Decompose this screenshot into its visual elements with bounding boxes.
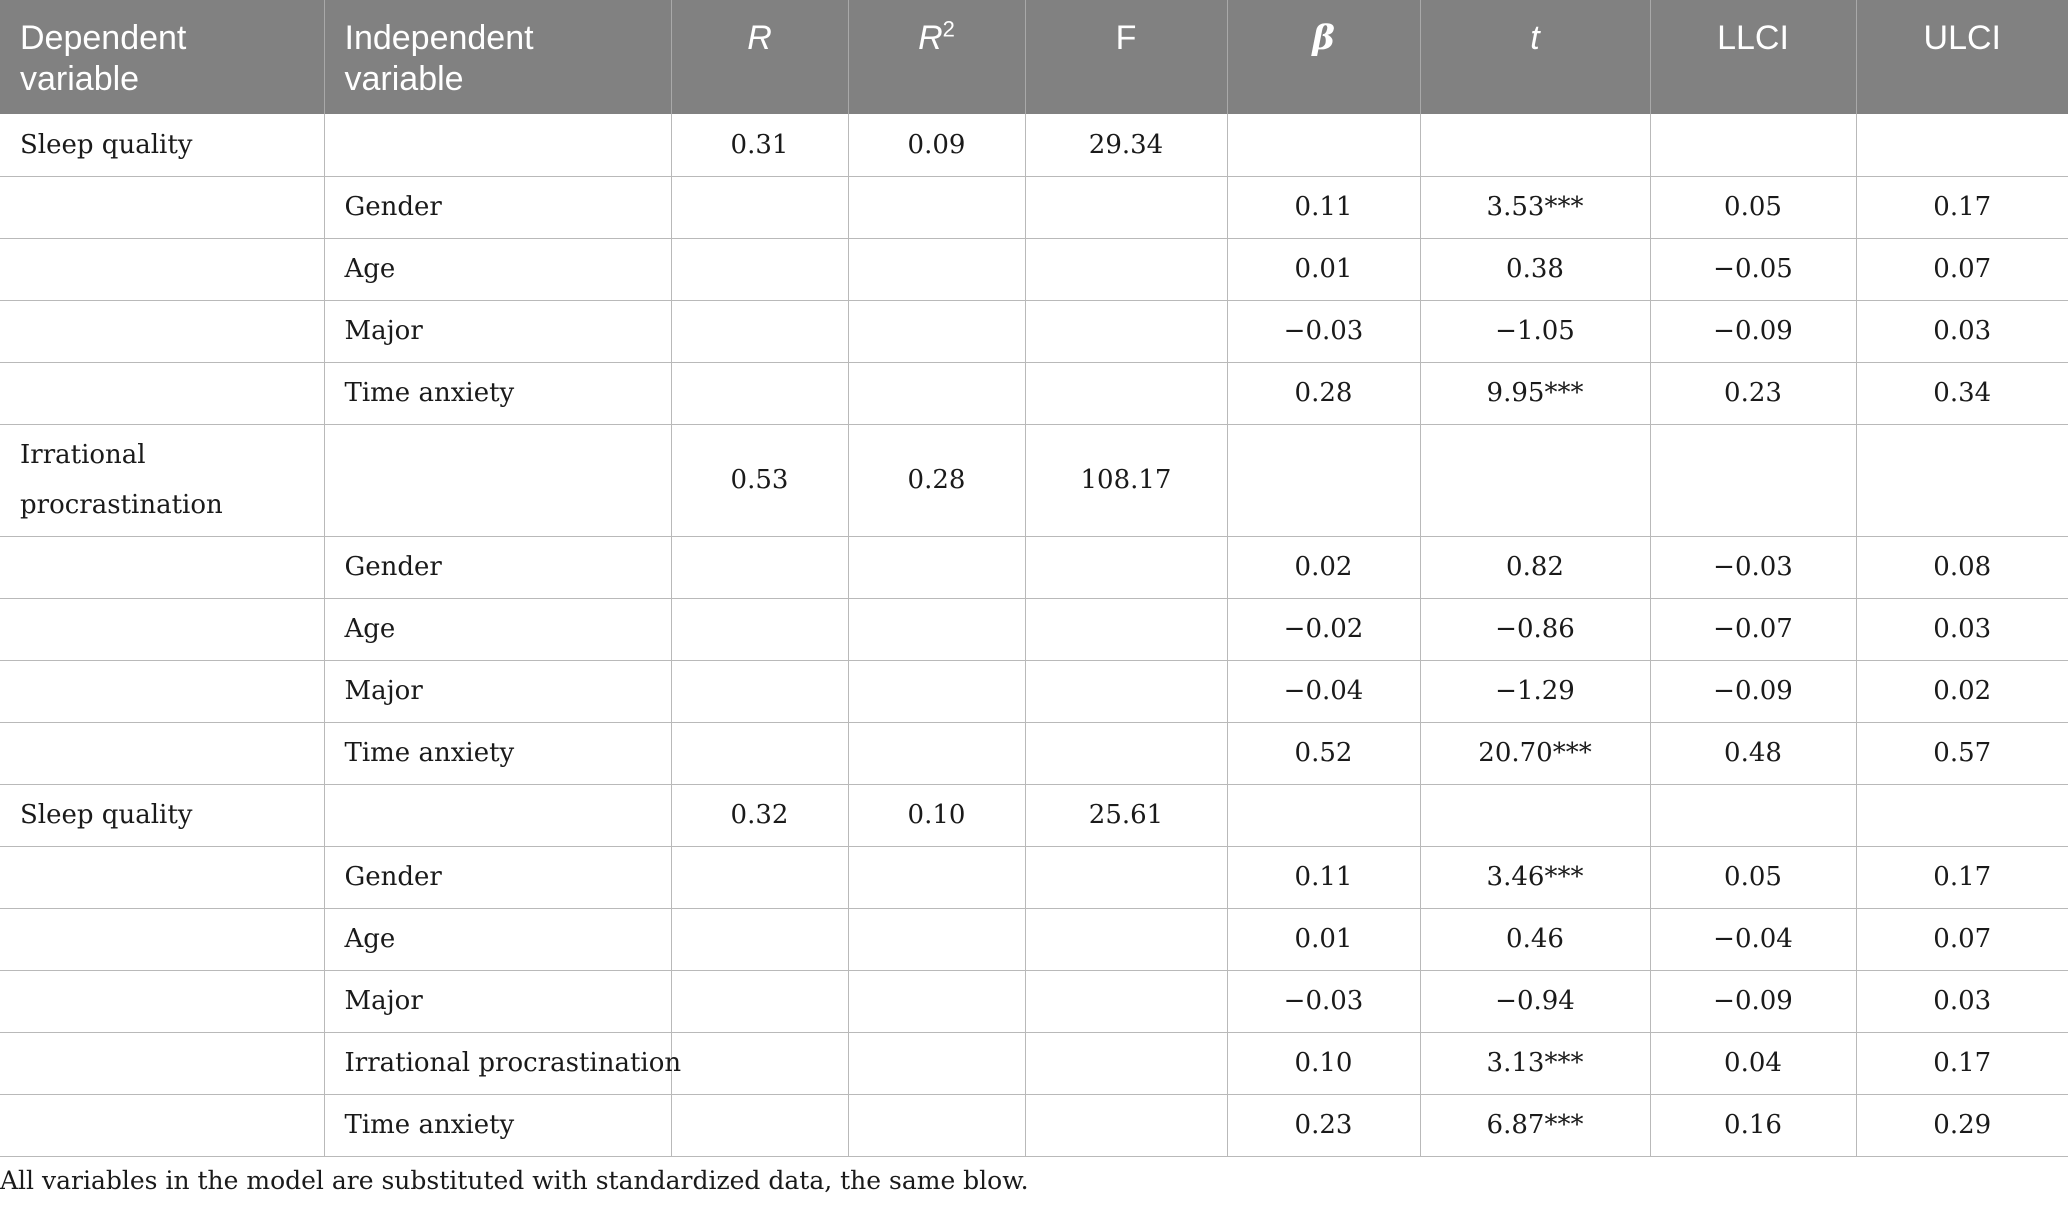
header-r2-base: R — [918, 19, 943, 57]
ulci-cell: 0.03 — [1856, 300, 2068, 362]
independent-variable-cell: Time anxiety — [324, 1094, 671, 1156]
ulci-cell — [1856, 114, 2068, 176]
beta-cell — [1227, 114, 1420, 176]
r-squared-cell — [848, 846, 1025, 908]
dependent-variable-cell — [0, 238, 324, 300]
llci-cell: 0.48 — [1650, 722, 1856, 784]
f-cell — [1025, 908, 1227, 970]
ulci-cell: 0.29 — [1856, 1094, 2068, 1156]
beta-cell: 0.01 — [1227, 908, 1420, 970]
beta-cell — [1227, 784, 1420, 846]
beta-cell: 0.11 — [1227, 846, 1420, 908]
table-row — [0, 424, 2068, 536]
dependent-variable-cell — [0, 176, 324, 238]
ulci-cell: 0.03 — [1856, 598, 2068, 660]
beta-cell: −0.03 — [1227, 970, 1420, 1032]
table-row — [0, 238, 2068, 300]
table-row — [0, 908, 2068, 970]
header-f: F — [1025, 0, 1227, 114]
header-t-text: t — [1530, 19, 1540, 57]
ulci-cell: 0.07 — [1856, 238, 2068, 300]
r-squared-cell — [848, 300, 1025, 362]
r-cell — [671, 1094, 848, 1156]
r-cell — [671, 536, 848, 598]
dependent-variable-cell — [0, 846, 324, 908]
r-cell — [671, 598, 848, 660]
beta-cell — [1227, 424, 1420, 536]
f-cell — [1025, 660, 1227, 722]
dependent-variable-cell — [0, 598, 324, 660]
dependent-variable-cell — [0, 536, 324, 598]
table-row — [0, 970, 2068, 1032]
t-cell — [1420, 424, 1650, 536]
beta-cell: −0.02 — [1227, 598, 1420, 660]
r-squared-cell — [848, 908, 1025, 970]
t-cell: 0.38 — [1420, 238, 1650, 300]
independent-variable-cell: Age — [324, 238, 671, 300]
independent-variable-cell: Age — [324, 908, 671, 970]
table-row — [0, 1032, 2068, 1094]
t-cell: 0.82 — [1420, 536, 1650, 598]
r-squared-cell — [848, 598, 1025, 660]
r-squared-cell — [848, 1094, 1025, 1156]
f-cell — [1025, 536, 1227, 598]
llci-cell: 0.05 — [1650, 176, 1856, 238]
dependent-variable-cell: Sleep quality — [0, 114, 324, 176]
f-cell: 29.34 — [1025, 114, 1227, 176]
beta-cell: 0.23 — [1227, 1094, 1420, 1156]
beta-cell: 0.01 — [1227, 238, 1420, 300]
t-cell: −0.94 — [1420, 970, 1650, 1032]
r-cell — [671, 722, 848, 784]
r-cell — [671, 238, 848, 300]
llci-cell: 0.04 — [1650, 1032, 1856, 1094]
table-row — [0, 536, 2068, 598]
ulci-cell: 0.17 — [1856, 1032, 2068, 1094]
llci-cell: 0.16 — [1650, 1094, 1856, 1156]
r-squared-cell: 0.09 — [848, 114, 1025, 176]
r-squared-cell — [848, 970, 1025, 1032]
dependent-variable-cell: Irrational procrastination — [0, 424, 324, 536]
table-row — [0, 176, 2068, 238]
ulci-cell: 0.03 — [1856, 970, 2068, 1032]
r-cell: 0.32 — [671, 784, 848, 846]
header-ulci: ULCI — [1856, 0, 2068, 114]
beta-cell: 0.52 — [1227, 722, 1420, 784]
llci-cell: 0.05 — [1650, 846, 1856, 908]
f-cell — [1025, 1032, 1227, 1094]
dependent-variable-cell: Sleep quality — [0, 784, 324, 846]
t-cell: −1.05 — [1420, 300, 1650, 362]
dependent-variable-cell — [0, 300, 324, 362]
r-cell — [671, 660, 848, 722]
table-body — [0, 114, 2068, 1156]
r-cell — [671, 846, 848, 908]
table-row — [0, 362, 2068, 424]
t-cell — [1420, 114, 1650, 176]
f-cell — [1025, 846, 1227, 908]
r-cell — [671, 176, 848, 238]
table-row — [0, 300, 2068, 362]
t-cell: 0.46 — [1420, 908, 1650, 970]
t-cell: −0.86 — [1420, 598, 1650, 660]
ulci-cell: 0.34 — [1856, 362, 2068, 424]
dependent-variable-cell — [0, 660, 324, 722]
t-cell: −1.29 — [1420, 660, 1650, 722]
independent-variable-cell — [324, 114, 671, 176]
r-squared-cell — [848, 722, 1025, 784]
header-r — [671, 0, 848, 114]
llci-cell: −0.05 — [1650, 238, 1856, 300]
header-r2-sup: 2 — [942, 16, 955, 42]
f-cell — [1025, 238, 1227, 300]
f-cell — [1025, 598, 1227, 660]
r-cell — [671, 1032, 848, 1094]
table-footnote: All variables in the model are substituted with standardized data, the same blow. — [0, 1166, 1029, 1195]
llci-cell: −0.09 — [1650, 970, 1856, 1032]
r-cell — [671, 300, 848, 362]
table-row — [0, 1094, 2068, 1156]
t-cell: 20.70*** — [1420, 722, 1650, 784]
table-row — [0, 722, 2068, 784]
llci-cell: −0.04 — [1650, 908, 1856, 970]
r-cell: 0.31 — [671, 114, 848, 176]
llci-cell: −0.09 — [1650, 300, 1856, 362]
ulci-cell: 0.02 — [1856, 660, 2068, 722]
f-cell — [1025, 362, 1227, 424]
r-squared-cell: 0.10 — [848, 784, 1025, 846]
t-cell: 3.46*** — [1420, 846, 1650, 908]
f-cell: 25.61 — [1025, 784, 1227, 846]
t-cell: 3.13*** — [1420, 1032, 1650, 1094]
independent-variable-cell: Major — [324, 300, 671, 362]
table-row — [0, 114, 2068, 176]
table-row — [0, 598, 2068, 660]
llci-cell — [1650, 784, 1856, 846]
r-squared-cell — [848, 176, 1025, 238]
ulci-cell: 0.07 — [1856, 908, 2068, 970]
dependent-variable-cell — [0, 1032, 324, 1094]
f-cell — [1025, 1094, 1227, 1156]
beta-cell: −0.03 — [1227, 300, 1420, 362]
header-t — [1420, 0, 1650, 114]
t-cell: 3.53*** — [1420, 176, 1650, 238]
header-llci: LLCI — [1650, 0, 1856, 114]
r-cell — [671, 908, 848, 970]
dependent-variable-cell — [0, 970, 324, 1032]
dependent-variable-cell — [0, 362, 324, 424]
ulci-cell: 0.57 — [1856, 722, 2068, 784]
ulci-cell — [1856, 424, 2068, 536]
dependent-variable-cell — [0, 722, 324, 784]
independent-variable-cell: Gender — [324, 536, 671, 598]
beta-cell: 0.10 — [1227, 1032, 1420, 1094]
header-r-squared — [848, 0, 1025, 114]
header-r-text: R — [747, 19, 772, 57]
llci-cell — [1650, 114, 1856, 176]
table-row — [0, 660, 2068, 722]
r-squared-cell — [848, 536, 1025, 598]
independent-variable-cell: Major — [324, 660, 671, 722]
beta-cell: 0.11 — [1227, 176, 1420, 238]
ulci-cell: 0.08 — [1856, 536, 2068, 598]
ulci-cell — [1856, 784, 2068, 846]
llci-cell — [1650, 424, 1856, 536]
r-cell — [671, 362, 848, 424]
llci-cell: −0.07 — [1650, 598, 1856, 660]
llci-cell: 0.23 — [1650, 362, 1856, 424]
dependent-variable-cell — [0, 1094, 324, 1156]
independent-variable-cell — [324, 784, 671, 846]
header-row — [0, 0, 2068, 114]
independent-variable-cell: Gender — [324, 176, 671, 238]
table-row — [0, 784, 2068, 846]
r-squared-cell — [848, 660, 1025, 722]
t-cell: 9.95*** — [1420, 362, 1650, 424]
independent-variable-cell: Time anxiety — [324, 362, 671, 424]
independent-variable-cell: Major — [324, 970, 671, 1032]
t-cell: 6.87*** — [1420, 1094, 1650, 1156]
r-squared-cell — [848, 238, 1025, 300]
f-cell — [1025, 722, 1227, 784]
independent-variable-cell: Irrational procrastination — [324, 1032, 671, 1094]
f-cell — [1025, 970, 1227, 1032]
t-cell — [1420, 784, 1650, 846]
header-beta-text: β — [1312, 18, 1335, 58]
independent-variable-cell: Gender — [324, 846, 671, 908]
header-dependent: Dependent variable — [0, 0, 324, 114]
llci-cell: −0.09 — [1650, 660, 1856, 722]
beta-cell: −0.04 — [1227, 660, 1420, 722]
r-cell: 0.53 — [671, 424, 848, 536]
ulci-cell: 0.17 — [1856, 176, 2068, 238]
ulci-cell: 0.17 — [1856, 846, 2068, 908]
header-independent: Independent variable — [324, 0, 671, 114]
r-squared-cell — [848, 1032, 1025, 1094]
beta-cell: 0.02 — [1227, 536, 1420, 598]
beta-cell: 0.28 — [1227, 362, 1420, 424]
independent-variable-cell: Age — [324, 598, 671, 660]
table-row — [0, 846, 2068, 908]
header-beta — [1227, 0, 1420, 114]
independent-variable-cell: Time anxiety — [324, 722, 671, 784]
r-squared-cell — [848, 362, 1025, 424]
llci-cell: −0.03 — [1650, 536, 1856, 598]
dependent-variable-cell — [0, 908, 324, 970]
r-squared-cell: 0.28 — [848, 424, 1025, 536]
r-cell — [671, 970, 848, 1032]
f-cell — [1025, 176, 1227, 238]
f-cell: 108.17 — [1025, 424, 1227, 536]
independent-variable-cell — [324, 424, 671, 536]
f-cell — [1025, 300, 1227, 362]
